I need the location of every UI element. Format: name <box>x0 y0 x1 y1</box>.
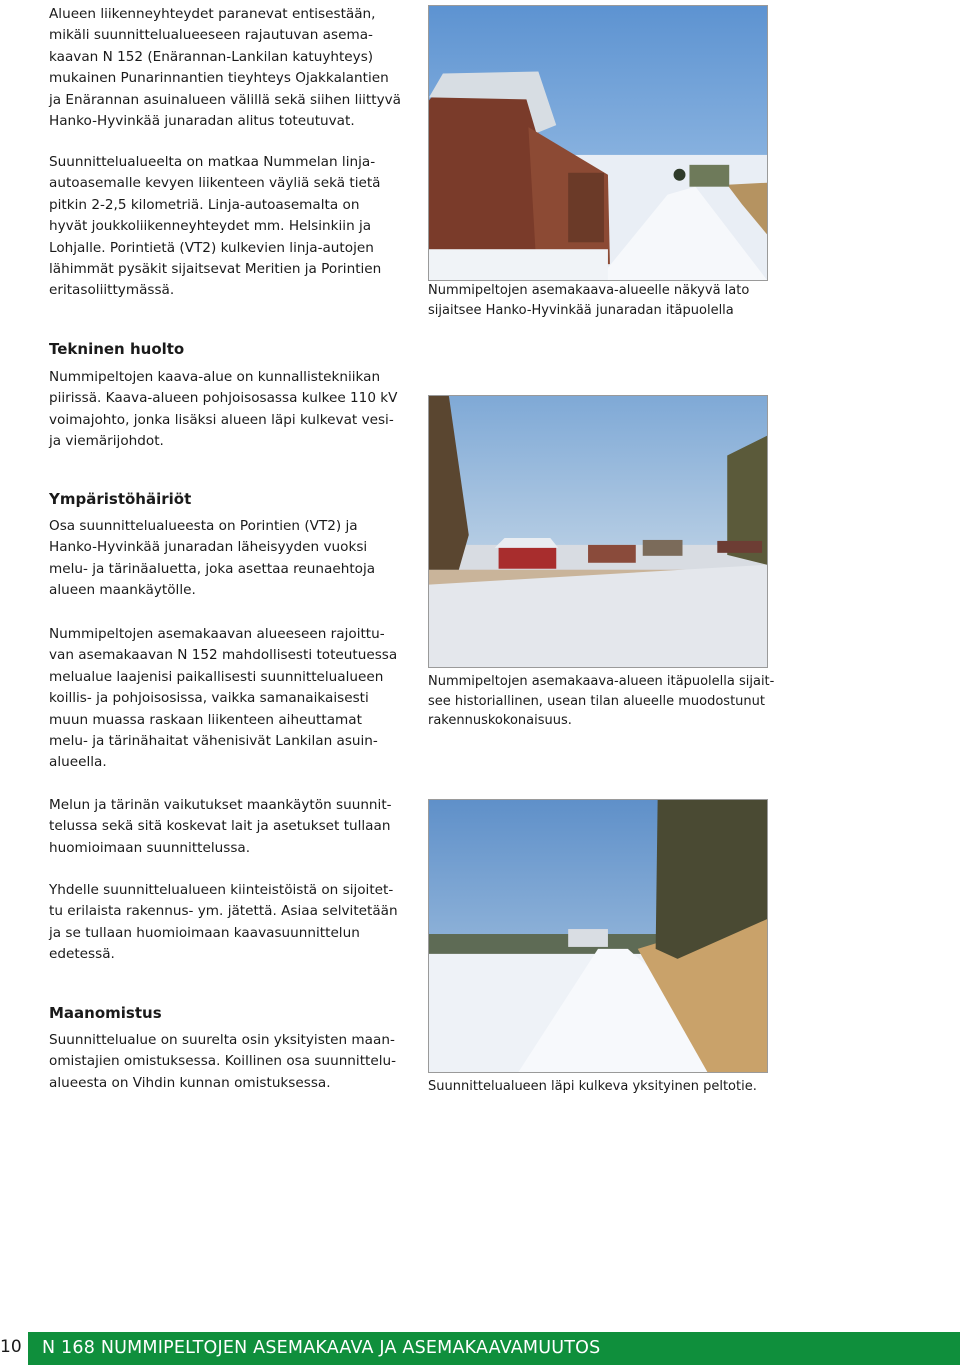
photo-barn <box>428 5 768 281</box>
page-number: 10 <box>0 1337 22 1357</box>
barn-image <box>429 6 767 280</box>
field-road-image <box>429 800 767 1072</box>
paragraph-land-ownership: Suunnittelualue on suurelta osin yksityisten maan- omistajien omistuksessa. Koillinen osa suunnittelu- alueesta on Vihdin kunnan omistuksessa. <box>49 1032 397 1091</box>
paragraph-noise-expansion: Nummipeltojen asemakaavan alueeseen rajoittu- van asemakaavan N 152 mahdollisesti toteutuessa melualue laajenisi paikallisesti suunnittelualueen koillis- ja pohjoisosissa, vaikka samanaikaisesti muun muassa raskaan liikenteen aiheuttamat melu- ja tärinähaitat vähenisivät Lankilan asuin- alueella. <box>49 626 398 771</box>
caption-barn: Nummipeltojen asemakaava-alueelle näkyvä lato sijaitsee Hanko-Hyvinkää junaradan itäpuolella <box>428 283 750 318</box>
farm-image <box>429 396 767 667</box>
heading-tekninen-huolto: Tekninen huolto <box>49 340 185 358</box>
caption-field-road: Suunnittelualueen läpi kulkeva yksityinen peltotie. <box>428 1079 757 1094</box>
caption-historic-farm: Nummipeltojen asemakaava-alueen itäpuolella sijait- see historiallinen, usean tilan alueelle muodostunut rakennuskokonaisuus. <box>428 674 775 728</box>
paragraph-bus-connections: Suunnittelualueelta on matkaa Nummelan linja- autoasemalle kevyen liikenteen väyliä sekä tietä pitkin 2-2,5 kilometriä. Linja-autoasemalta on hyvät joukkoliikenneyhteydet mm. Helsinkiin ja Lohjalle. Porintietä (VT2) kulkevien linja-autojen lähimmät pysäkit sijaitsevat Meritien ja Porintien eritasoliittymässä. <box>49 154 382 299</box>
photo-field-road <box>428 799 768 1073</box>
paragraph-noise-area: Osa suunnittelualueesta on Porintien (VT2) ja Hanko-Hyvinkää junaradan läheisyyden vuoksi melu- ja tärinäaluetta, joka asettaa reunaehtoja alueen maankäytölle. <box>49 518 376 599</box>
paragraph-noise-consideration: Melun ja tärinän vaikutukset maankäytön suunnit- telussa sekä sitä koskevat lait ja asetukset tullaan huomioimaan suunnittelussa. <box>49 797 392 856</box>
footer-title: N 168 NUMMIPELTOJEN ASEMAKAAVA JA ASEMAKAAVAMUUTOS <box>42 1338 601 1358</box>
paragraph-traffic-connections: Alueen liikenneyhteydet paranevat entisestään, mikäli suunnittelualueeseen rajautuvan asema- kaavan N 152 (Enärannan-Lankilan katuyhteys) mukainen Punarinnantien tieyhteys Ojakkalantien ja Enärannan asuinalueen välillä sekä siihen liittyvä Hanko-Hyvinkää junaradan alitus toteutuvat. <box>49 6 402 130</box>
footer-bar <box>28 1332 960 1365</box>
paragraph-technical-maintenance: Nummipeltojen kaava-alue on kunnallistekniikan piirissä. Kaava-alueen pohjoisosassa kulkee 110 kV voimajohto, jonka lisäksi alueen läpi kulkevat vesi- ja viemärijohdot. <box>49 369 398 450</box>
photo-historic-farm <box>428 395 768 668</box>
heading-maanomistus: Maanomistus <box>49 1004 162 1022</box>
paragraph-waste: Yhdelle suunnittelualueen kiinteistöistä on sijoitet- tu erilaista rakennus- ym. jätettä. Asiaa selvitetään ja se tullaan huomioimaan kaavasuunnittelun edetessä. <box>49 882 398 963</box>
heading-ymparistohairiot: Ympäristöhäiriöt <box>49 490 192 508</box>
